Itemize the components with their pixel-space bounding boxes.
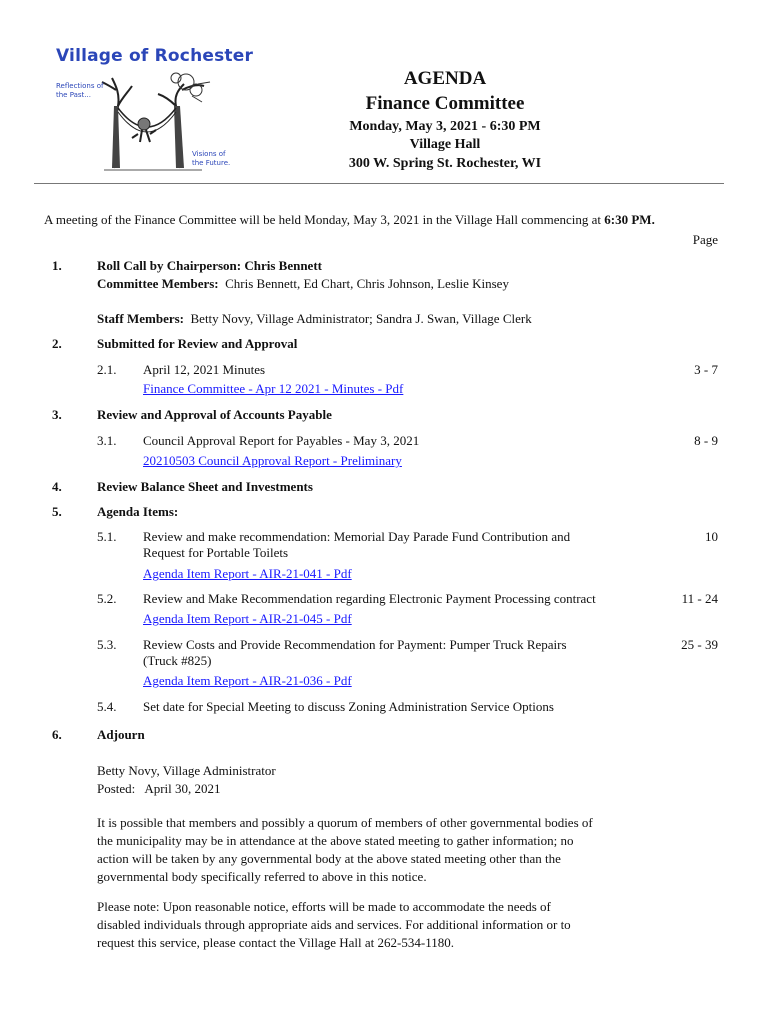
subitem-text: Review and Make Recommendation regarding Electronic Payment Processing contract [143,591,596,606]
item-title: Agenda Items: [97,504,179,519]
meeting-address: 300 W. Spring St. Rochester, WI [348,156,542,171]
subitem-text: April 12, 2021 Minutes [143,362,266,377]
page-range: 3 - 7 [694,362,718,377]
page-range: 10 [705,529,718,544]
item-title: Adjourn [97,727,145,742]
item-number: 4. [52,479,62,494]
staff-members: Staff Members: Betty Novy, Village Administrator; Sandra J. Swan, Village Clerk [97,311,532,326]
subitem-text: Set date for Special Meeting to discuss Zoning Administration Service Options [143,699,554,714]
item-title: Review and Approval of Accounts Payable [97,407,332,422]
page-range: 8 - 9 [694,433,718,448]
air-21-041-link[interactable]: Agenda Item Report - AIR-21-041 - Pdf [143,566,352,581]
intro-text: A meeting of the Finance Committee will be held Monday, May 3, 2021 in the Village Hall commencing at 6:30 PM. [44,212,655,227]
committee-title: Finance Committee [365,93,525,114]
logo-title: Village of Rochester [56,46,254,66]
meeting-location: Village Hall [409,137,481,152]
subitem-text-cont: Request for Portable Toilets [143,545,289,560]
item-number: 2. [52,336,62,351]
meeting-date: Monday, May 3, 2021 - 6:30 PM [349,119,541,134]
signature-name: Betty Novy, Village Administrator [97,763,276,778]
subitem-text: Review Costs and Provide Recommendation for Payment: Pumper Truck Repairs [143,637,567,652]
item-title: Review Balance Sheet and Investments [97,479,313,494]
subitem-text-cont: (Truck #825) [143,653,212,668]
page-range: 25 - 39 [681,637,718,652]
minutes-pdf-link[interactable]: Finance Committee - Apr 12 2021 - Minutes - Pdf [143,381,404,396]
subitem-number: 2.1. [97,362,117,377]
air-21-045-link[interactable]: Agenda Item Report - AIR-21-045 - Pdf [143,611,352,626]
subitem-text: Review and make recommendation: Memorial Day Parade Fund Contribution and [143,529,571,544]
item-number: 3. [52,407,62,422]
subitem-number: 5.2. [97,591,117,606]
subitem-number: 3.1. [97,433,117,448]
committee-members: Committee Members: Chris Bennett, Ed Chart, Chris Johnson, Leslie Kinsey [97,276,509,291]
logo-tagline-right: Visions of the Future. [192,150,231,167]
air-21-036-link[interactable]: Agenda Item Report - AIR-21-036 - Pdf [143,673,352,688]
logo-tagline-left: Reflections of the Past... [56,82,104,99]
item-title: Submitted for Review and Approval [97,336,298,351]
accessibility-notice: Please note: Upon reasonable notice, efforts will be made to accommodate the needs of disabled individuals through appropriate aids and services. For additional information or to request this service, please contact the Village Hall at 262-534-1180. [97,899,571,950]
item-number: 6. [52,727,62,742]
subitem-number: 5.1. [97,529,117,544]
item-number: 1. [52,258,62,273]
subitem-text: Council Approval Report for Payables - May 3, 2021 [143,433,420,448]
item-number: 5. [52,504,62,519]
item-title: Roll Call by Chairperson: Chris Bennett [97,258,322,273]
council-report-link[interactable]: 20210503 Council Approval Report - Preliminary [143,453,402,468]
quorum-notice: It is possible that members and possibly a quorum of members of other governmental bodies of the municipality may be in attendance at the above stated meeting to gather information; no action will be taken by any governmental body at the above stated meeting other than the governmental body specifically referred to above in this notice. [97,815,593,884]
posted-date: Posted: April 30, 2021 [97,781,221,796]
subitem-number: 5.3. [97,637,117,652]
page-column-label: Page [692,232,718,247]
subitem-number: 5.4. [97,699,117,714]
agenda-title: AGENDA [403,68,487,89]
header-divider [34,183,724,184]
page-range: 11 - 24 [681,591,718,606]
